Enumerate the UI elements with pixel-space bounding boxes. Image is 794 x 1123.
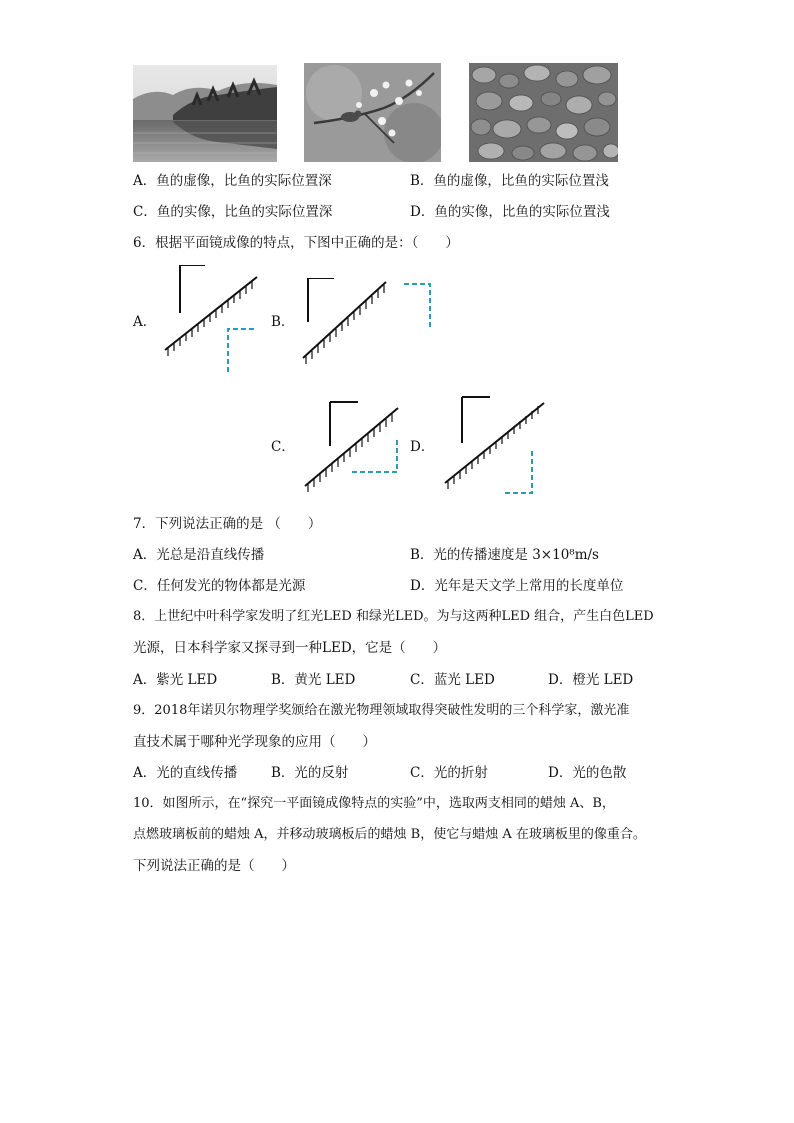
- q6-figure-b: [298, 278, 438, 366]
- q7-stem: 7．下列说法正确的是 （ ）: [133, 516, 322, 532]
- q10-stem-line2: 点燃玻璃板前的蜡烛 A，并移动玻璃板后的蜡烛 B，使它与蜡烛 A 在玻璃板里的像重合。: [133, 827, 646, 842]
- q8-option-b: B．黄光 LED: [271, 672, 356, 688]
- q5-option-a: A．鱼的虚像，比鱼的实际位置深: [133, 173, 332, 189]
- q5-option-c: C．鱼的实像，比鱼的实际位置深: [133, 204, 333, 220]
- q8-option-d: D．橙光 LED: [548, 672, 634, 688]
- q6-figure-c: [300, 400, 405, 492]
- lake-reflection-photo: [133, 65, 277, 162]
- q7-option-a: A．光总是沿直线传播: [133, 547, 265, 563]
- q8-option-a: A．紫光 LED: [133, 672, 218, 688]
- q9-option-d: D．光的色散: [548, 765, 627, 781]
- q7-option-b: B．光的传播速度是 3×10⁸m/s: [410, 547, 599, 563]
- q6-figure-a: [160, 265, 270, 377]
- q6-label-d: D．: [410, 439, 435, 455]
- q10-stem-line1: 10．如图所示，在“探究一平面镜成像特点的实验”中，选取两支相同的蜡烛 A、B，: [133, 796, 615, 811]
- q8-stem-line2: 光源，日本科学家又探寻到一种LED，它是（ ）: [133, 640, 447, 656]
- plum-blossom-bird-photo: [304, 63, 441, 162]
- q6-figure-d: [440, 395, 550, 497]
- q9-stem-line1: 9．2018年诺贝尔物理学奖颁给在激光物理领域取得突破性发明的三个科学家，激光准: [133, 703, 630, 718]
- q10-stem-line3: 下列说法正确的是（ ）: [133, 858, 295, 874]
- q6-stem: 6．根据平面镜成像的特点，下图中正确的是：（ ）: [133, 235, 459, 251]
- q8-stem-line1: 8．上世纪中叶科学家发明了红光LED 和绿光LED。为与这两种LED 组合，产生白色LED: [133, 609, 654, 624]
- q7-option-d: D．光年是天文学上常用的长度单位: [410, 578, 624, 594]
- q6-label-a: A．: [133, 314, 157, 330]
- pebbles-photo: [469, 63, 618, 162]
- q9-option-a: A．光的直线传播: [133, 765, 238, 781]
- q6-label-c: C．: [271, 439, 295, 455]
- q9-option-b: B．光的反射: [271, 765, 349, 781]
- q7-option-c: C．任何发光的物体都是光源: [133, 578, 306, 594]
- q8-option-c: C．蓝光 LED: [410, 672, 495, 688]
- q5-option-d: D．鱼的实像，比鱼的实际位置浅: [410, 204, 610, 220]
- q5-option-b: B．鱼的虚像，比鱼的实际位置浅: [410, 173, 609, 189]
- q9-stem-line2: 直技术属于哪种光学现象的应用（ ）: [133, 734, 376, 750]
- q6-label-b: B．: [271, 314, 295, 330]
- q9-option-c: C．光的折射: [410, 765, 488, 781]
